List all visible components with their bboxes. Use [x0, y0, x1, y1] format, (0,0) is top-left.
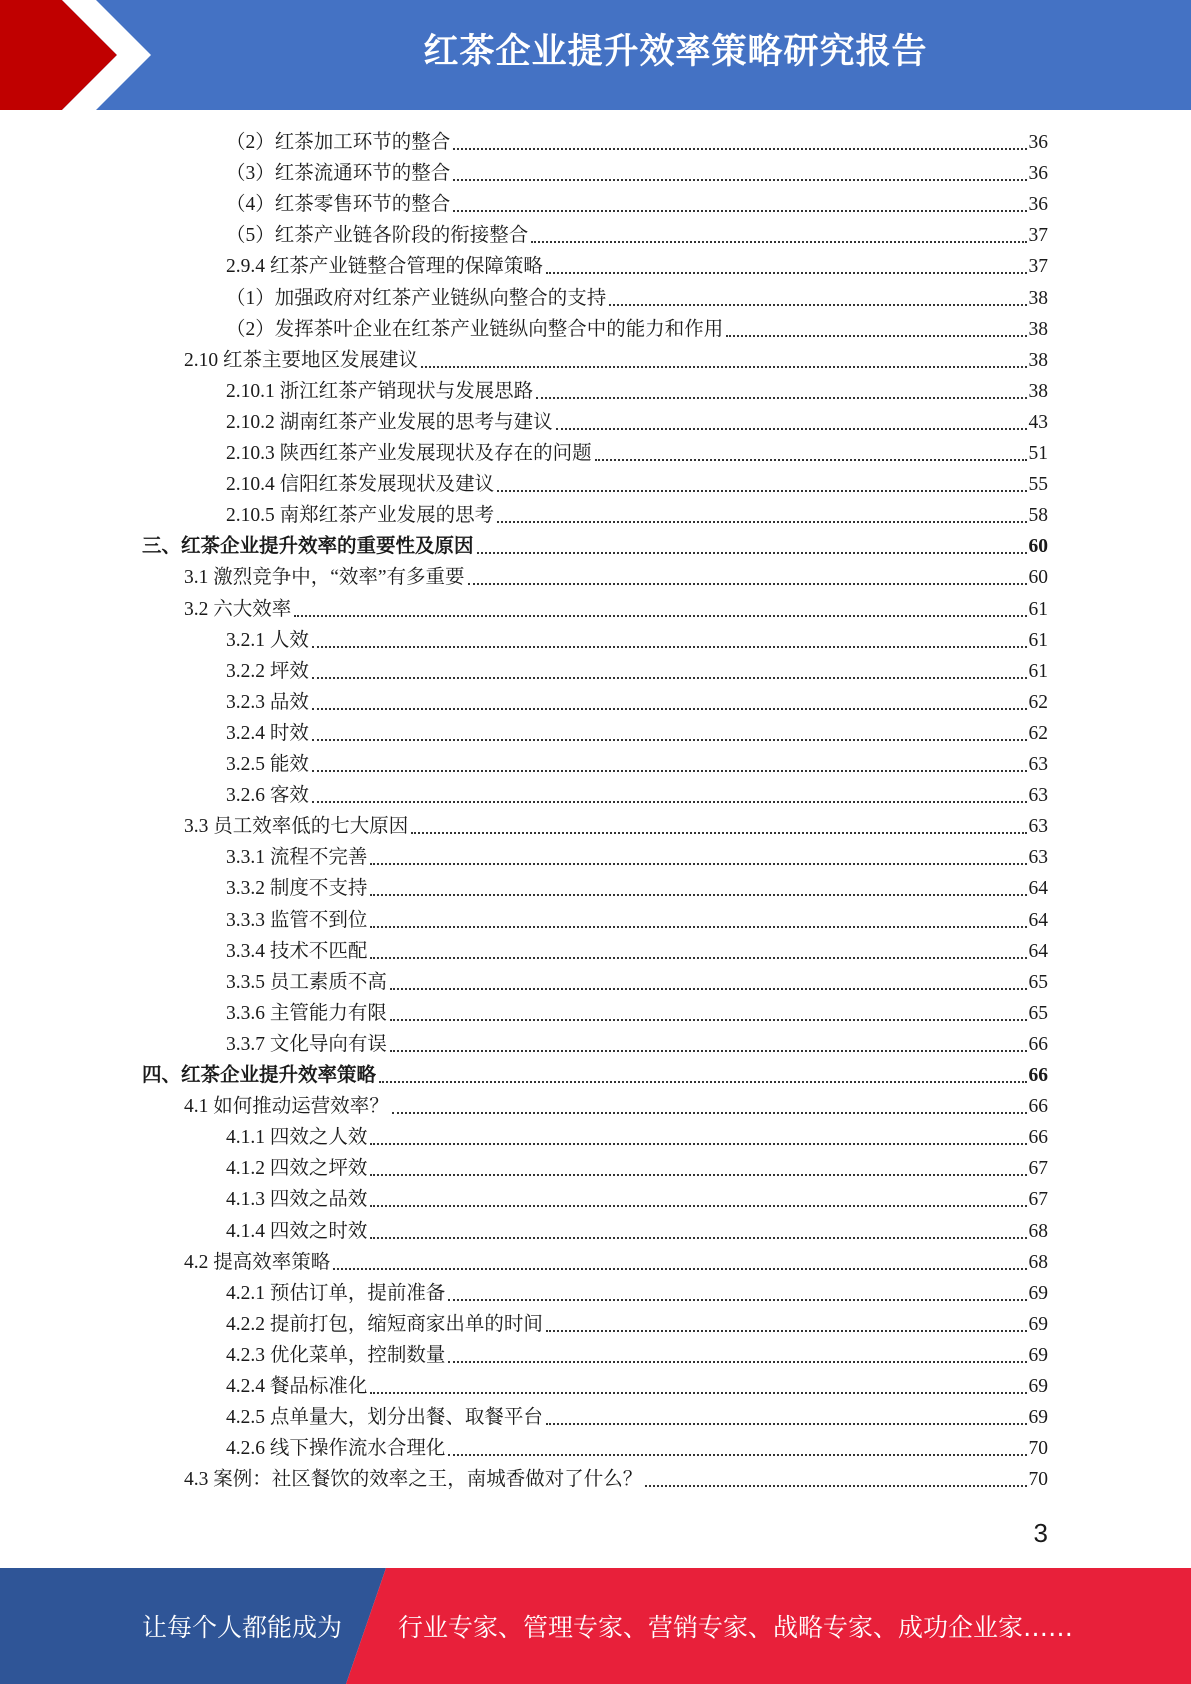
- toc-entry-page: 64: [1028, 909, 1048, 931]
- toc-dot-leader: [645, 1485, 1026, 1487]
- toc-entry-page: 65: [1028, 971, 1048, 993]
- toc-entry-label: 3.2.4 时效: [226, 722, 309, 744]
- toc-entry-page: 66: [1028, 1096, 1048, 1118]
- toc-entry-label: （1）加强政府对红茶产业链纵向整合的支持: [226, 287, 607, 309]
- toc-entry-label: 4.2.4 餐品标准化: [226, 1376, 368, 1397]
- toc-entry[interactable]: [226, 408, 1048, 438]
- toc-entry-label: 4.2 提高效率策略: [184, 1251, 331, 1273]
- toc-dot-leader: [312, 646, 1027, 648]
- toc-dot-leader: [497, 521, 1026, 523]
- toc-entry-label: 3.3.6 主管能力有限: [226, 1002, 387, 1024]
- toc-entry-label: 3.2.6 客效: [226, 785, 309, 807]
- toc-entry-label: 3.2.1 人效: [226, 629, 309, 651]
- toc-entry-page: 55: [1028, 474, 1048, 496]
- toc-dot-leader: [390, 988, 1027, 990]
- toc-dot-leader: [497, 490, 1026, 492]
- toc-dot-leader: [448, 1361, 1026, 1363]
- toc-entry-page: 63: [1028, 785, 1048, 807]
- toc-entry-page: 69: [1028, 1407, 1048, 1429]
- toc-entry[interactable]: [226, 750, 1048, 780]
- toc-dot-leader: [595, 459, 1027, 461]
- toc-entry[interactable]: [226, 159, 1048, 189]
- toc-entry-label: 4.2.3 优化菜单，控制数量: [226, 1344, 446, 1366]
- toc-entry[interactable]: [226, 221, 1048, 251]
- toc-entry[interactable]: [226, 626, 1048, 656]
- toc-entry-page: 67: [1028, 1158, 1048, 1180]
- toc-dot-leader: [312, 708, 1027, 710]
- toc-entry-label: 3.2.3 品效: [226, 691, 309, 713]
- toc-entry-page: 61: [1028, 598, 1048, 620]
- toc-entry-label: 3.3.3 监管不到位: [226, 909, 368, 931]
- toc-dot-leader: [390, 1050, 1027, 1052]
- toc-entry-label: 3.3.7 文化导向有误: [226, 1033, 387, 1055]
- toc-entry-label: 三、红茶企业提升效率的重要性及原因: [142, 536, 474, 558]
- toc-entry-label: 3.3.2 制度不支持: [226, 878, 368, 900]
- toc-entry-label: 3.3.5 员工素质不高: [226, 971, 387, 993]
- toc-entry-page: 66: [1028, 1065, 1048, 1086]
- toc-entry-page: 61: [1028, 629, 1048, 651]
- footer-slogan-right: 行业专家、管理专家、营销专家、战略专家、成功企业家……: [398, 1613, 1074, 1642]
- toc-entry-page: 69: [1028, 1313, 1048, 1335]
- toc-entry[interactable]: [184, 346, 1048, 376]
- toc-entry-page: 63: [1028, 754, 1048, 775]
- toc-entry-page: 38: [1028, 287, 1048, 309]
- chevron-arrow-icon: [0, 0, 160, 110]
- toc-entry-page: 67: [1028, 1189, 1048, 1211]
- toc-entry-page: 64: [1028, 878, 1048, 900]
- toc-entry-label: 3.3.4 技术不匹配: [226, 940, 368, 962]
- toc-entry-label: 2.10.5 南郑红茶产业发展的思考: [226, 505, 495, 527]
- toc-entry-page: 36: [1028, 194, 1048, 216]
- toc-dot-leader: [370, 926, 1026, 928]
- toc-entry-label: （2）发挥茶叶企业在红茶产业链纵向整合中的能力和作用: [226, 318, 724, 340]
- toc-entry-label: 4.1 如何推动运营效率？: [184, 1096, 389, 1118]
- toc-entry[interactable]: [226, 190, 1048, 220]
- toc-entry-page: 62: [1028, 722, 1048, 744]
- toc-entry-page: 38: [1028, 380, 1048, 402]
- toc-dot-leader: [312, 677, 1027, 679]
- toc-entry[interactable]: [226, 1030, 1048, 1060]
- toc-dot-leader: [609, 304, 1026, 306]
- toc-dot-leader: [370, 1143, 1026, 1145]
- toc-entry-page: 58: [1028, 505, 1048, 527]
- toc-entry-page: 38: [1028, 318, 1048, 340]
- toc-entry-label: 4.1.2 四效之坪效: [226, 1158, 368, 1180]
- toc-entry-label: 4.3 案例：社区餐饮的效率之王，南城香做对了什么？: [184, 1469, 643, 1491]
- toc-entry[interactable]: [226, 1154, 1048, 1184]
- toc-dot-leader: [370, 1237, 1026, 1239]
- toc-entry-label: 4.1.1 四效之人效: [226, 1127, 368, 1149]
- toc-entry-page: 36: [1028, 132, 1048, 153]
- toc-entry[interactable]: [226, 781, 1048, 811]
- toc-entry[interactable]: [226, 1279, 1048, 1309]
- toc-entry[interactable]: [226, 906, 1048, 936]
- toc-entry-page: 68: [1028, 1251, 1048, 1273]
- toc-entry-label: 3.2 六大效率: [184, 598, 292, 620]
- toc-entry-label: 3.3 员工效率低的七大原因: [184, 816, 409, 838]
- toc-entry-label: 2.10 红茶主要地区发展建议: [184, 349, 419, 371]
- toc-entry[interactable]: [184, 1465, 1048, 1495]
- toc-entry-page: 61: [1028, 660, 1048, 682]
- toc-entry-page: 60: [1028, 567, 1048, 589]
- toc-entry[interactable]: [226, 470, 1048, 500]
- toc-dot-leader: [468, 583, 1027, 585]
- toc-entry-label: 2.10.1 浙江红茶产销现状与发展思路: [226, 380, 534, 402]
- toc-entry-label: （5）红茶产业链各阶段的衔接整合: [226, 225, 529, 247]
- toc-entry-page: 38: [1028, 349, 1048, 371]
- toc-entry[interactable]: [226, 1372, 1048, 1402]
- toc-entry[interactable]: [226, 252, 1048, 282]
- toc-dot-leader: [312, 770, 1027, 772]
- toc-entry-label: 4.1.3 四效之品效: [226, 1189, 368, 1211]
- toc-entry[interactable]: [226, 937, 1048, 967]
- toc-entry-label: 2.10.3 陕西红茶产业发展现状及存在的问题: [226, 443, 592, 464]
- toc-entry[interactable]: [184, 812, 1048, 842]
- toc-dot-leader: [333, 1268, 1026, 1270]
- toc-dot-leader: [546, 1330, 1027, 1332]
- toc-entry-label: 3.3.1 流程不完善: [226, 847, 368, 869]
- toc-entry-label: （4）红茶零售环节的整合: [226, 194, 451, 216]
- toc-entry[interactable]: [226, 1341, 1048, 1371]
- toc-dot-leader: [726, 335, 1026, 337]
- toc-entry-page: 64: [1028, 940, 1048, 962]
- toc-entry-label: 4.2.2 提前打包，缩短商家出单的时间: [226, 1313, 543, 1335]
- toc-entry-page: 37: [1028, 256, 1048, 278]
- toc-entry-page: 60: [1028, 536, 1048, 558]
- toc-entry-page: 43: [1028, 411, 1048, 433]
- toc-dot-leader: [448, 1454, 1026, 1456]
- page-number: 3: [1033, 1518, 1048, 1548]
- toc-dot-leader: [370, 863, 1026, 865]
- toc-entry[interactable]: [226, 315, 1048, 345]
- toc-entry[interactable]: [226, 874, 1048, 904]
- toc-entry[interactable]: [226, 284, 1048, 314]
- toc-dot-leader: [546, 272, 1027, 274]
- toc-entry[interactable]: [184, 1092, 1048, 1122]
- toc-entry[interactable]: [226, 377, 1048, 407]
- toc-dot-leader: [370, 1205, 1026, 1207]
- toc-entry-page: 51: [1028, 443, 1048, 464]
- toc-entry-page: 66: [1028, 1127, 1048, 1149]
- toc-entry[interactable]: [226, 1310, 1048, 1340]
- toc-entry-label: 4.2.1 预估订单，提前准备: [226, 1282, 446, 1304]
- toc-entry-page: 66: [1028, 1033, 1048, 1055]
- toc-entry-label: 4.2.6 线下操作流水合理化: [226, 1438, 446, 1460]
- toc-entry-page: 65: [1028, 1002, 1048, 1024]
- toc-entry[interactable]: [226, 1123, 1048, 1153]
- toc-dot-leader: [448, 1299, 1026, 1301]
- toc-entry[interactable]: [184, 1248, 1048, 1278]
- toc-entry-page: 69: [1028, 1376, 1048, 1397]
- toc-entry[interactable]: [226, 719, 1048, 749]
- toc-entry-label: 2.10.4 信阳红茶发展现状及建议: [226, 474, 495, 496]
- toc-entry-label: 2.10.2 湖南红茶产业发展的思考与建议: [226, 411, 553, 433]
- toc-dot-leader: [556, 428, 1027, 430]
- toc-entry-page: 69: [1028, 1344, 1048, 1366]
- toc-entry-label: 4.2.5 点单量大，划分出餐、取餐平台: [226, 1407, 543, 1429]
- toc-entry[interactable]: [226, 439, 1048, 469]
- toc-dot-leader: [370, 1392, 1026, 1394]
- toc-entry-page: 63: [1028, 847, 1048, 869]
- toc-dot-leader: [453, 210, 1026, 212]
- toc-entry[interactable]: [142, 532, 1048, 562]
- toc-entry-page: 70: [1028, 1469, 1048, 1491]
- toc-entry[interactable]: [226, 843, 1048, 873]
- toc-entry-label: 4.1.4 四效之时效: [226, 1220, 368, 1242]
- toc-entry[interactable]: [184, 563, 1048, 593]
- page-header: [0, 0, 1191, 110]
- toc-entry[interactable]: [226, 968, 1048, 998]
- footer-slogan-left: 让每个人都能成为: [142, 1613, 343, 1642]
- toc-dot-leader: [370, 957, 1026, 959]
- toc-dot-leader: [370, 894, 1026, 896]
- toc-entry[interactable]: [226, 688, 1048, 718]
- toc-dot-leader: [453, 148, 1026, 150]
- toc-entry-page: 63: [1028, 816, 1048, 838]
- toc-entry-page: 69: [1028, 1282, 1048, 1304]
- toc-entry-label: （3）红茶流通环节的整合: [226, 163, 451, 185]
- toc-entry-page: 68: [1028, 1220, 1048, 1242]
- toc-entry-label: 3.2.2 坪效: [226, 660, 309, 682]
- toc-dot-leader: [536, 397, 1026, 399]
- toc-entry-label: 四、红茶企业提升效率策略: [142, 1065, 377, 1086]
- toc-entry[interactable]: [226, 1217, 1048, 1247]
- toc-entry-page: 62: [1028, 691, 1048, 713]
- toc-dot-leader: [370, 1174, 1026, 1176]
- toc-entry[interactable]: [226, 657, 1048, 687]
- toc-entry[interactable]: [226, 1185, 1048, 1215]
- toc-entry[interactable]: [184, 595, 1048, 625]
- toc-entry[interactable]: [226, 1403, 1048, 1433]
- toc-dot-leader: [411, 832, 1026, 834]
- toc-dot-leader: [379, 1081, 1026, 1083]
- toc-entry-page: 37: [1028, 225, 1048, 247]
- toc-dot-leader: [453, 179, 1026, 181]
- toc-dot-leader: [421, 366, 1026, 368]
- toc-dot-leader: [312, 739, 1027, 741]
- toc-entry[interactable]: [226, 128, 1048, 158]
- toc-entry[interactable]: [226, 501, 1048, 531]
- toc-entry-label: （2）红茶加工环节的整合: [226, 132, 451, 153]
- toc-dot-leader: [546, 1423, 1027, 1425]
- document-title: 红茶企业提升效率策略研究报告: [423, 32, 928, 72]
- toc-dot-leader: [312, 801, 1027, 803]
- toc-dot-leader: [390, 1019, 1027, 1021]
- toc-dot-leader: [392, 1112, 1027, 1114]
- toc-dot-leader: [294, 615, 1026, 617]
- toc-entry-label: 2.9.4 红茶产业链整合管理的保障策略: [226, 256, 543, 278]
- toc-dot-leader: [531, 241, 1026, 243]
- toc-entry[interactable]: [226, 999, 1048, 1029]
- toc-entry-label: 3.1 激烈竞争中，“效率”有多重要: [184, 567, 465, 589]
- toc-dot-leader: [477, 552, 1027, 554]
- toc-entry[interactable]: [142, 1061, 1048, 1091]
- toc-entry-page: 70: [1028, 1438, 1048, 1460]
- toc-entry-label: 3.2.5 能效: [226, 754, 309, 775]
- toc-entry[interactable]: [226, 1434, 1048, 1464]
- toc-entry-page: 36: [1028, 163, 1048, 185]
- page-footer: [0, 1568, 1191, 1684]
